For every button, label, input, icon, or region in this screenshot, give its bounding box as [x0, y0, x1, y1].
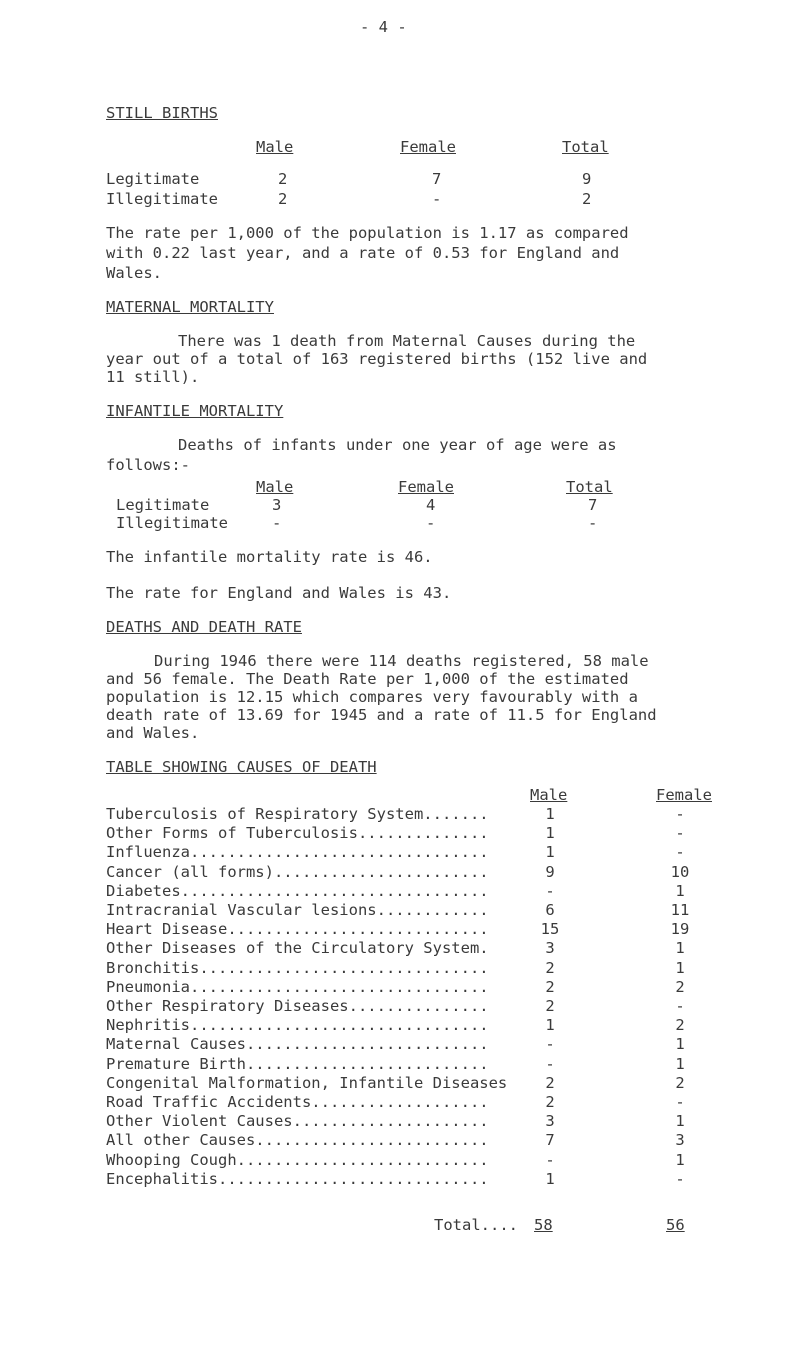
cause-row-label: Influenza................................ — [106, 843, 489, 861]
still-births-col-male: Male — [256, 138, 294, 156]
cause-row-male: 15 — [540, 920, 560, 938]
cause-row-label: Intracranial Vascular lesions............ — [106, 901, 489, 919]
cause-row-female: - — [675, 997, 685, 1015]
cause-row-female: 1 — [675, 1055, 685, 1073]
cause-row-label: Encephalitis............................. — [106, 1170, 489, 1188]
cause-row-label: Bronchitis............................... — [106, 959, 489, 977]
infantile-row-label: Legitimate — [116, 496, 210, 514]
infantile-row-male: 3 — [272, 496, 282, 514]
cause-row-label: Cancer (all forms)....................... — [106, 863, 489, 881]
still-births-col-total: Total — [562, 138, 609, 156]
cause-row-label: Nephritis................................ — [106, 1016, 489, 1034]
still-births-row-male: 2 — [278, 170, 288, 188]
infantile-england-line: The rate for England and Wales is 43. — [106, 584, 452, 602]
cause-row-female: 1 — [675, 939, 685, 957]
cause-row-male: - — [545, 882, 555, 900]
cause-row-female: 2 — [675, 978, 685, 996]
infantile-row-female: - — [426, 514, 436, 532]
infantile-intro-line: Deaths of infants under one year of age were as — [178, 436, 617, 454]
cause-row-female: 19 — [670, 920, 690, 938]
cause-row-female: - — [675, 843, 685, 861]
cause-row-male: 6 — [545, 901, 555, 919]
infantile-col-female: Female — [398, 478, 454, 496]
cause-row-label: Diabetes................................. — [106, 882, 489, 900]
cause-row-label: Other Forms of Tuberculosis.............. — [106, 824, 489, 842]
maternal-text-line: There was 1 death from Maternal Causes during the — [178, 332, 636, 350]
cause-row-male: 2 — [545, 997, 555, 1015]
cause-row-male: - — [545, 1035, 555, 1053]
cause-row-female: 11 — [670, 901, 690, 919]
maternal-heading: MATERNAL MORTALITY — [106, 298, 274, 316]
causes-col-female: Female — [656, 786, 712, 804]
cause-row-label: Other Respiratory Diseases............... — [106, 997, 489, 1015]
cause-row-label: Pneumonia................................ — [106, 978, 489, 996]
cause-row-label: Road Traffic Accidents................... — [106, 1093, 489, 1111]
cause-row-male: 2 — [545, 959, 555, 977]
cause-row-male: 1 — [545, 1170, 555, 1188]
cause-row-male: 1 — [545, 843, 555, 861]
cause-row-female: 1 — [675, 1035, 685, 1053]
causes-total-label: Total.... — [434, 1216, 518, 1234]
still-births-text-line: Wales. — [106, 264, 162, 282]
still-births-row-total: 2 — [582, 190, 592, 208]
cause-row-female: - — [675, 805, 685, 823]
cause-row-label: Other Violent Causes..................... — [106, 1112, 489, 1130]
page-number: - 4 - — [360, 18, 407, 36]
cause-row-label: Tuberculosis of Respiratory System....... — [106, 805, 489, 823]
cause-row-label: Congenital Malformation, Infantile Diseases — [106, 1074, 508, 1092]
deaths-heading: DEATHS AND DEATH RATE — [106, 618, 302, 636]
still-births-heading: STILL BIRTHS — [106, 104, 218, 122]
infantile-col-total: Total — [566, 478, 613, 496]
still-births-row-label: Legitimate — [106, 170, 200, 188]
cause-row-male: 1 — [545, 805, 555, 823]
infantile-row-male: - — [272, 514, 282, 532]
deaths-text-line: During 1946 there were 114 deaths registered, 58 male — [154, 652, 649, 670]
infantile-row-female: 4 — [426, 496, 436, 514]
cause-row-female: 1 — [675, 1151, 685, 1169]
causes-total-male: 58 — [534, 1216, 553, 1234]
cause-row-male: 2 — [545, 1093, 555, 1111]
infantile-row-label: Illegitimate — [116, 514, 228, 532]
cause-row-female: 1 — [675, 882, 685, 900]
still-births-col-female: Female — [400, 138, 456, 156]
infantile-rate-line: The infantile mortality rate is 46. — [106, 548, 433, 566]
causes-heading: TABLE SHOWING CAUSES OF DEATH — [106, 758, 377, 776]
cause-row-male: 1 — [545, 1016, 555, 1034]
still-births-row-total: 9 — [582, 170, 592, 188]
cause-row-male: - — [545, 1055, 555, 1073]
still-births-text-line: The rate per 1,000 of the population is 1.17 as compared — [106, 224, 629, 242]
still-births-row-female: - — [432, 190, 442, 208]
cause-row-female: 2 — [675, 1074, 685, 1092]
still-births-row-label: Illegitimate — [106, 190, 218, 208]
deaths-text-line: and Wales. — [106, 724, 200, 742]
cause-row-label: Maternal Causes.......................... — [106, 1035, 489, 1053]
deaths-text-line: and 56 female. The Death Rate per 1,000 of the estimated — [106, 670, 629, 688]
cause-row-female: 3 — [675, 1131, 685, 1149]
still-births-row-male: 2 — [278, 190, 288, 208]
cause-row-male: 9 — [545, 863, 555, 881]
causes-col-male: Male — [530, 786, 568, 804]
cause-row-male: - — [545, 1151, 555, 1169]
cause-row-label: All other Causes......................... — [106, 1131, 489, 1149]
causes-total-female: 56 — [666, 1216, 685, 1234]
cause-row-male: 1 — [545, 824, 555, 842]
still-births-row-female: 7 — [432, 170, 442, 188]
deaths-text-line: death rate of 13.69 for 1945 and a rate of 11.5 for England — [106, 706, 657, 724]
cause-row-female: - — [675, 1170, 685, 1188]
cause-row-female: 1 — [675, 1112, 685, 1130]
cause-row-female: 1 — [675, 959, 685, 977]
cause-row-female: 10 — [670, 863, 690, 881]
cause-row-label: Whooping Cough........................... — [106, 1151, 489, 1169]
cause-row-label: Other Diseases of the Circulatory System. — [106, 939, 489, 957]
maternal-text-line: year out of a total of 163 registered births (152 live and — [106, 350, 648, 368]
still-births-text-line: with 0.22 last year, and a rate of 0.53 for England and — [106, 244, 620, 262]
maternal-text-line: 11 still). — [106, 368, 200, 386]
cause-row-label: Heart Disease............................ — [106, 920, 489, 938]
deaths-text-line: population is 12.15 which compares very favourably with a — [106, 688, 638, 706]
infantile-intro-line: follows:- — [106, 456, 190, 474]
infantile-heading: INFANTILE MORTALITY — [106, 402, 284, 420]
cause-row-male: 3 — [545, 1112, 555, 1130]
cause-row-male: 7 — [545, 1131, 555, 1149]
cause-row-female: - — [675, 1093, 685, 1111]
cause-row-female: 2 — [675, 1016, 685, 1034]
cause-row-male: 2 — [545, 978, 555, 996]
infantile-col-male: Male — [256, 478, 294, 496]
cause-row-female: - — [675, 824, 685, 842]
infantile-row-total: 7 — [588, 496, 598, 514]
infantile-row-total: - — [588, 514, 598, 532]
cause-row-male: 3 — [545, 939, 555, 957]
cause-row-label: Premature Birth.......................... — [106, 1055, 489, 1073]
cause-row-male: 2 — [545, 1074, 555, 1092]
